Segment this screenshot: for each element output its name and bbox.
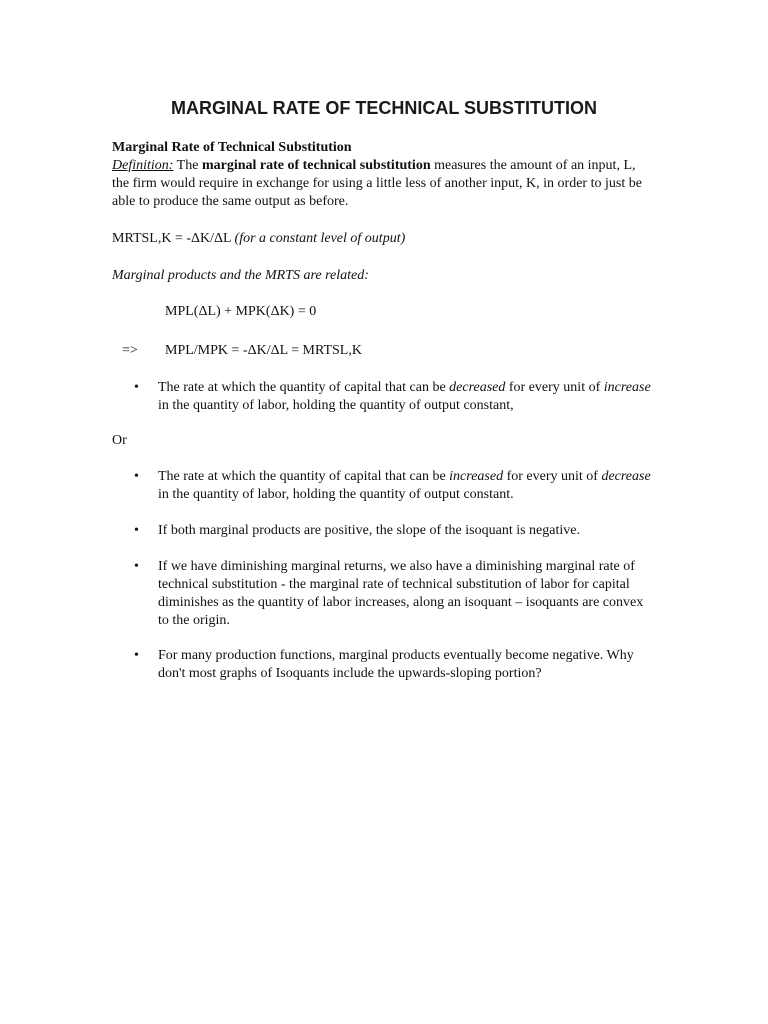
bullet-item-3: If both marginal products are positive, the slope of the isoquant is negative. [158,523,580,538]
bullet-2-emphasis-increased: increased [449,469,504,484]
page-title: MARGINAL RATE OF TECHNICAL SUBSTITUTION [171,98,597,118]
mrts-note: (for a constant level of output) [234,231,406,246]
bullet-icon: • [134,380,139,395]
bullet-icon: • [134,559,139,574]
bullet-icon: • [134,469,139,484]
bullet-1-text-a: The rate at which the quantity of capital that can be [158,380,450,395]
section-heading: Marginal Rate of Technical Substitution [112,140,352,155]
bullet-1-text-c: for every unit of [505,380,604,395]
definition-paragraph [112,157,652,211]
definition-term: marginal rate of technical substitution [201,158,431,173]
marginal-product-ratio-equation [122,342,662,360]
definition-label: Definition: [112,158,174,173]
bullet-2-text-c: for every unit of [503,469,602,484]
bullet-2-text-a: The rate at which the quantity of capital that can be [158,469,450,484]
implies-arrow: => [122,343,138,358]
bullet-1-emphasis-increase: increase [603,380,651,395]
bullet-1-text-e: in the quantity of labor, holding the quantity of output constant, [158,398,514,413]
bullet-icon: • [134,523,139,538]
marginal-product-sum-equation: MPL(ΔL) + MPK(ΔK) = 0 [165,304,317,319]
bullet-item-5: For many production functions, marginal products eventually become negative. Why don't most graphs of Isoquants include the upwards-sloping portion? [158,648,634,681]
ratio-formula: MPL/MPK = -ΔK/ΔL = MRTSL,K [165,343,362,358]
bullet-item-4: If we have diminishing marginal returns, we also have a diminishing marginal rate of technical substitution - the marginal rate of technical substitution of labor for capital diminishes as the quantity of labor increases, along an isoquant – isoquants are convex to the origin. [158,559,644,628]
bullet-1-emphasis-decreased: decreased [449,380,506,395]
definition-text: measures the amount of an input, L, the firm would require in exchange for using a little less of another input, K, in order to just be able to produce the same output as before. [112,158,642,209]
definition-pre: The [173,158,202,173]
bullet-2-text-e: in the quantity of labor, holding the quantity of output constant. [158,487,514,502]
bullet-item-1 [158,379,654,415]
or-separator: Or [112,433,127,448]
bullet-2-emphasis-decrease: decrease [601,469,651,484]
bullet-item-2 [158,468,654,504]
mrts-formula: MRTSL,K = -ΔK/ΔL [112,231,235,246]
related-statement: Marginal products and the MRTS are related: [112,268,369,283]
bullet-icon: • [134,648,139,663]
mrts-equation [112,230,652,248]
